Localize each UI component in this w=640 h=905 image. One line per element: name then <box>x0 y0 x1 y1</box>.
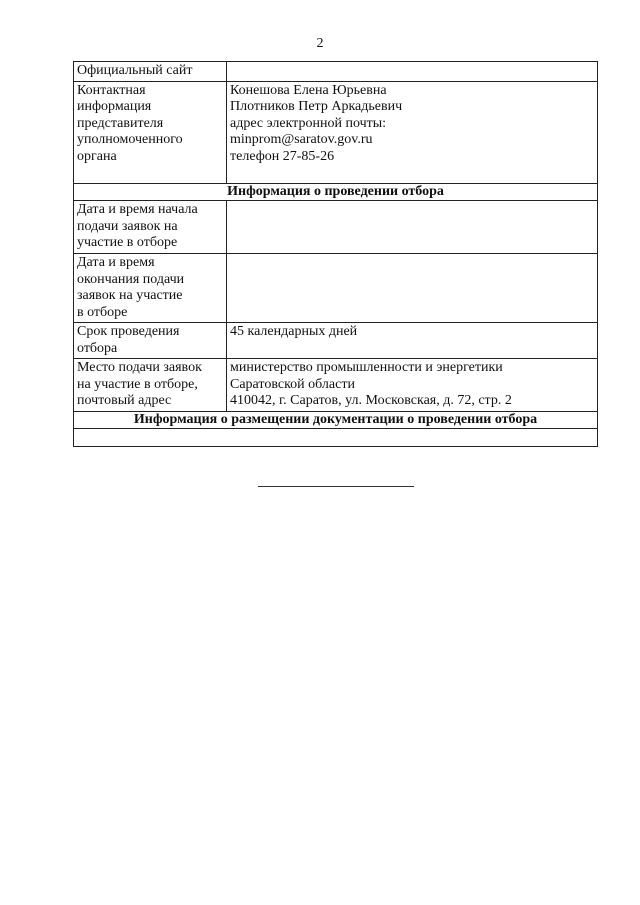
duration-label-line: Срок проведения <box>77 324 180 339</box>
address-organization: министерство промышленности и энергетики <box>230 360 503 375</box>
contact-label-line: представителя <box>77 115 164 131</box>
section-header-documentation-info: Информация о размещении документации о проведении отбора <box>74 411 598 429</box>
start-datetime-label <box>74 201 227 254</box>
contact-email: minprom@saratov.gov.ru <box>230 132 373 147</box>
website-value <box>227 62 598 82</box>
contact-value <box>227 81 598 183</box>
section-header-selection-info: Информация о проведении отбора <box>74 183 598 201</box>
duration-value: 45 календарных дней <box>227 323 598 359</box>
address-region: Саратовской области <box>230 376 355 392</box>
page-number: 2 <box>316 36 324 51</box>
contact-person-2: Плотников Петр Аркадьевич <box>230 99 403 114</box>
end-datetime-label <box>74 254 227 323</box>
table-row-address <box>74 359 598 412</box>
address-label-line: на участие в отборе, <box>77 376 198 392</box>
start-datetime-label-line: подачи заявок на <box>77 218 178 234</box>
contact-label-line: уполномоченного <box>77 132 183 147</box>
contact-label-line: органа <box>77 148 117 164</box>
address-value <box>227 359 598 412</box>
duration-label-line: отбора <box>77 340 118 356</box>
contact-label-line: Контактная <box>77 82 146 98</box>
info-table <box>73 61 598 447</box>
address-label <box>74 359 227 412</box>
contact-label-line: информация <box>77 99 152 114</box>
duration-label <box>74 323 227 359</box>
contact-label <box>74 81 227 183</box>
address-label-line: почтовый адрес <box>77 393 172 408</box>
documentation-value <box>74 429 598 447</box>
section-header-row <box>74 183 598 201</box>
start-datetime-label-line: участие в отборе <box>77 235 178 250</box>
contact-email-label: адрес электронной почты: <box>230 115 387 131</box>
table-row-website <box>74 62 598 82</box>
website-label: Официальный сайт <box>74 62 227 82</box>
section-header-row <box>74 411 598 429</box>
end-datetime-label-line: Дата и время <box>77 255 155 270</box>
table-row-contact <box>74 81 598 183</box>
address-postal: 410042, г. Саратов, ул. Московская, д. 72, стр. 2 <box>230 393 512 408</box>
contact-phone: телефон 27-85-26 <box>230 148 335 164</box>
end-datetime-value <box>227 254 598 323</box>
table-row-start-datetime <box>74 201 598 254</box>
end-datetime-label-line: заявок на участие <box>77 288 183 303</box>
contact-person-1: Конешова Елена Юрьевна <box>230 82 387 98</box>
table-row-documentation <box>74 429 598 447</box>
start-datetime-value <box>227 201 598 254</box>
table-row-duration <box>74 323 598 359</box>
table-row-end-datetime <box>74 254 598 323</box>
end-divider <box>258 486 414 487</box>
address-label-line: Место подачи заявок <box>77 360 202 375</box>
start-datetime-label-line: Дата и время начала <box>77 202 198 217</box>
end-datetime-label-line: окончания подачи <box>77 271 185 287</box>
end-datetime-label-line: в отборе <box>77 304 128 320</box>
